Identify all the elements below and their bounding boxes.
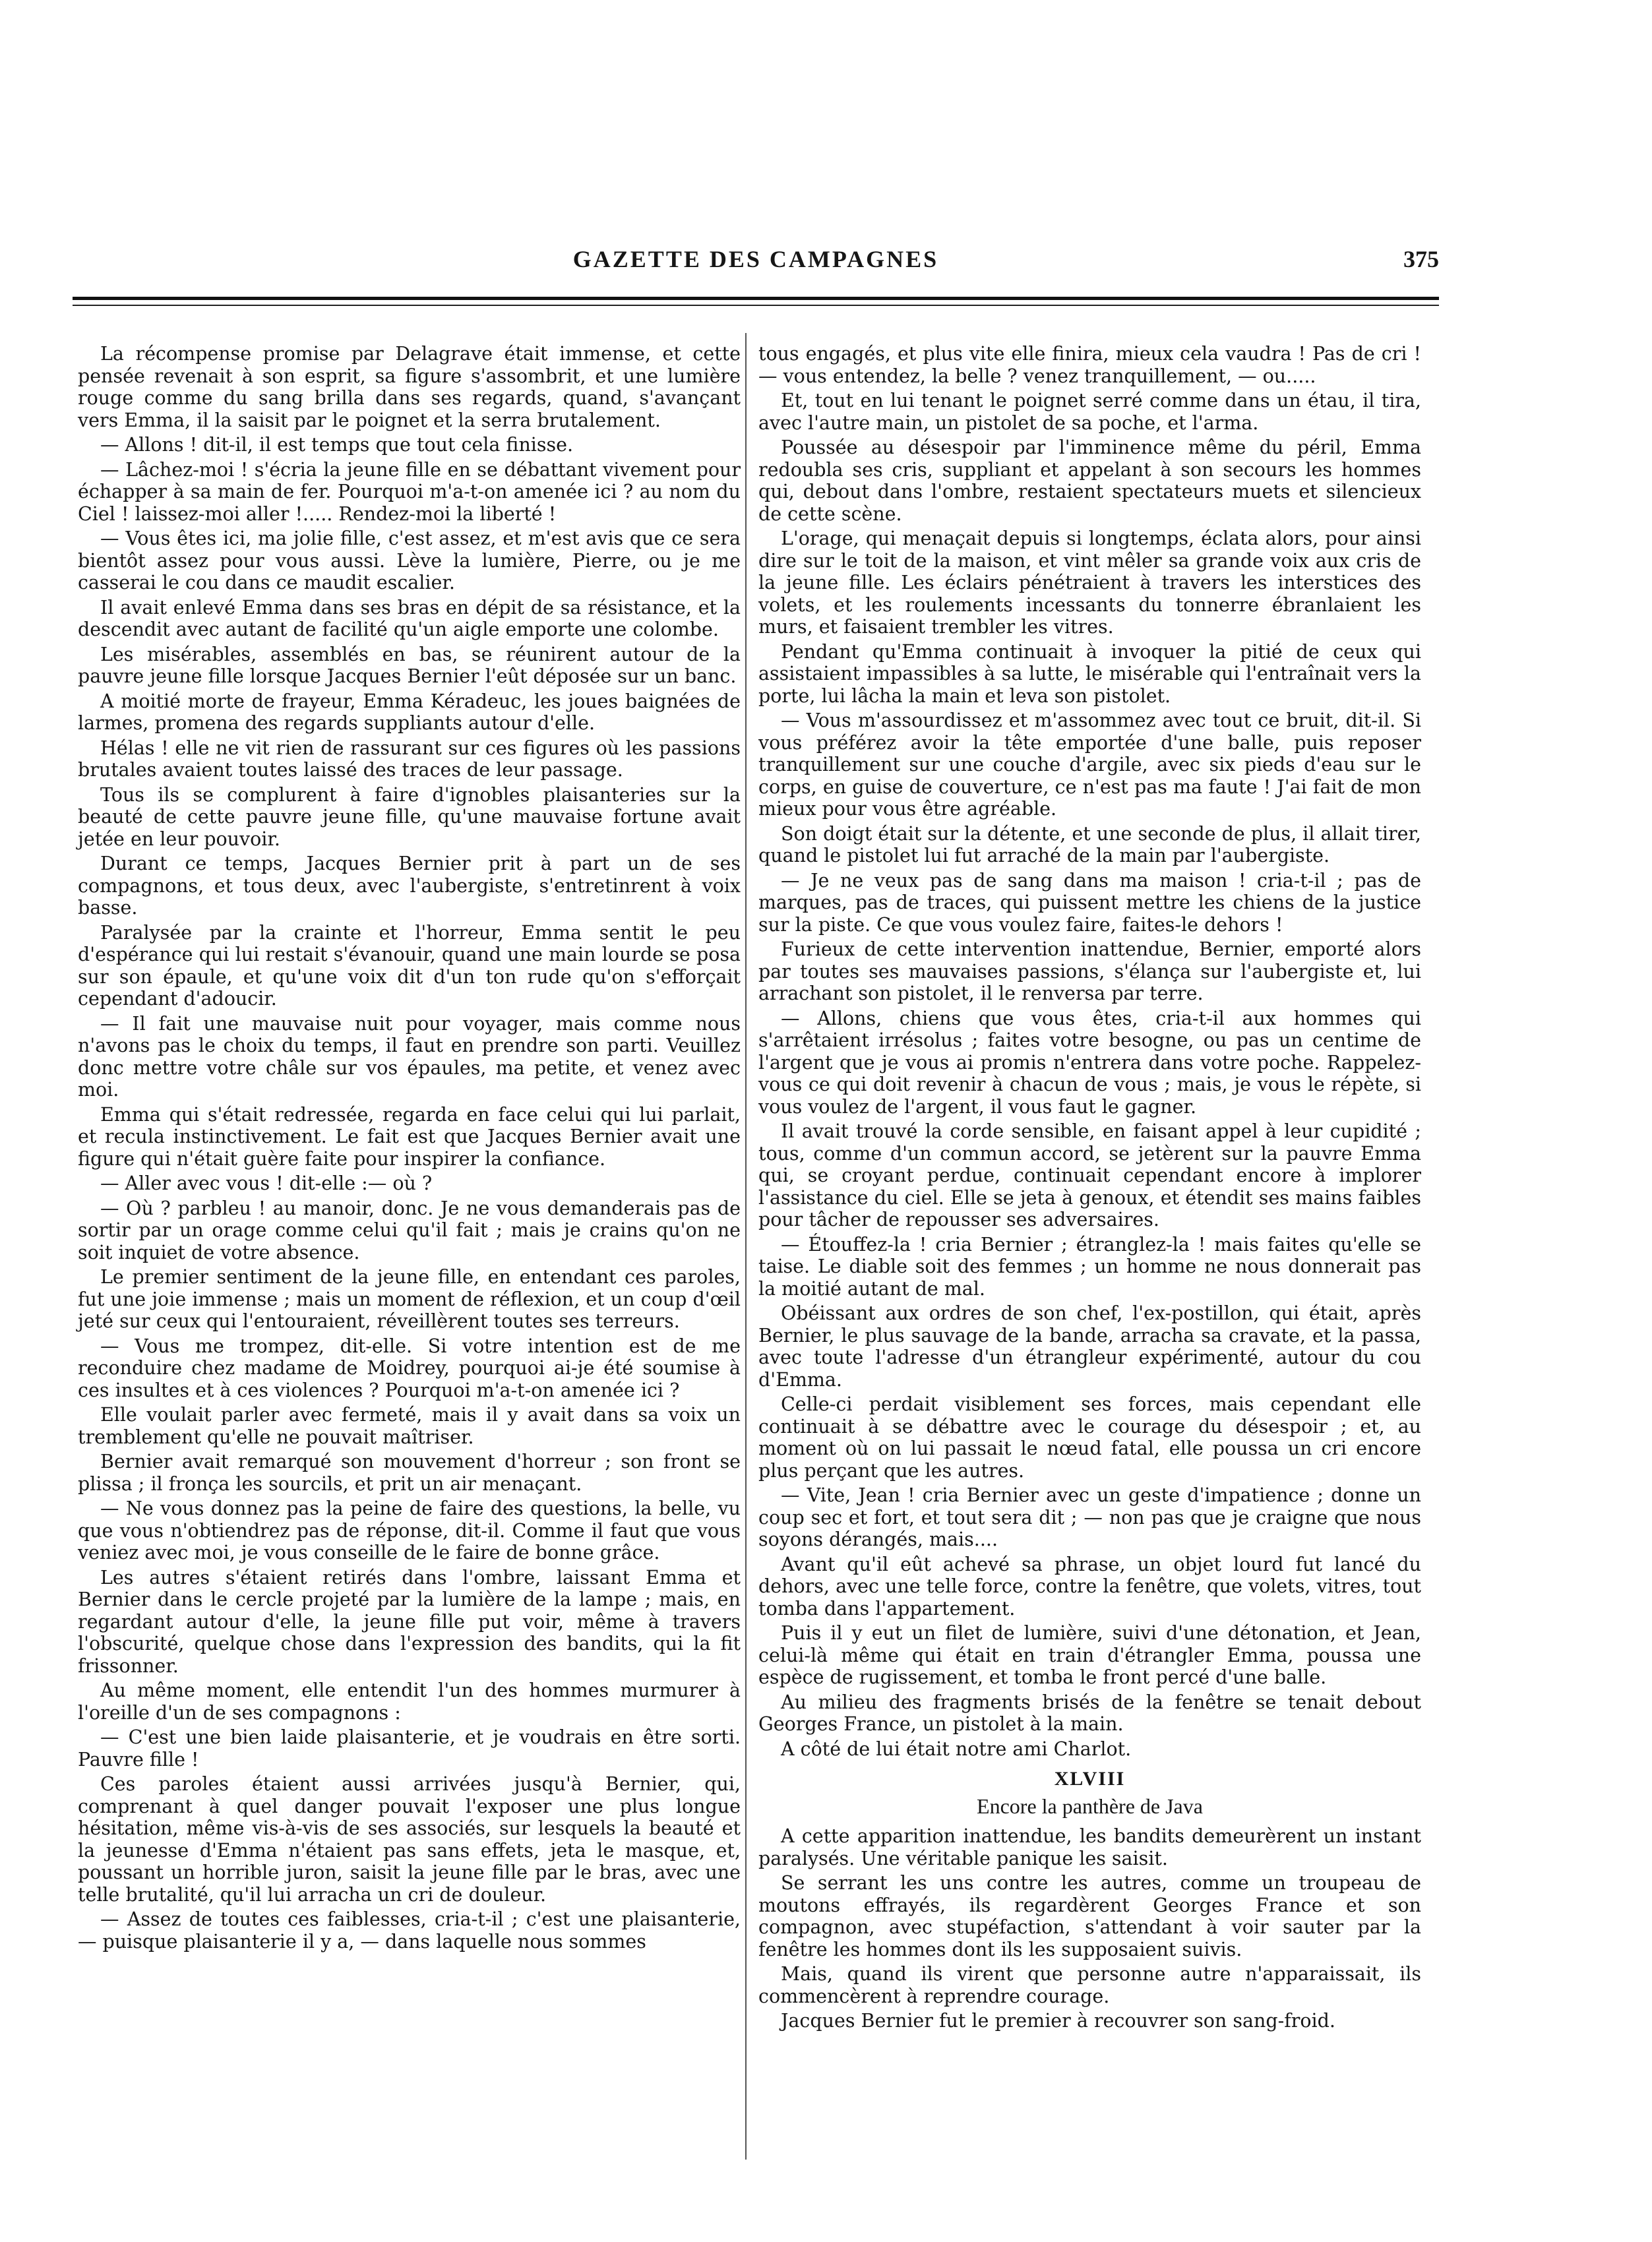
paragraph: Pendant qu'Emma continuait à invoquer la pitié de ceux qui assistaient impassibles à sa lutte, le misérable qui l'entraînait vers la porte, lui lâcha la main et leva son pistolet. — [758, 640, 1421, 707]
paragraph: Jacques Bernier fut le premier à recouvrer son sang-froid. — [781, 2010, 1335, 2032]
paragraph: — Vous me trompez, dit-elle. Si votre intention est de me reconduire chez madame de Moidrey, pourquoi ai-je été soumise à ces insultes et à ces violences ? Pourquoi m'a-t-on amenée ici ? — [78, 1335, 741, 1401]
paragraph: — Allons, chiens que vous êtes, cria-t-il aux hommes qui s'arrêtaient irrésolus ; faites votre besogne, ou pas un centime de l'argent que je vous ai promis n'entrera dans votre poche. Rappelez-vous ce qui doit revenir à chacun de vous ; mais, je vous le répète, si vous voulez de l'argent, il vous faut le gagner. — [758, 1007, 1421, 1118]
paragraph: — Vous êtes ici, ma jolie fille, c'est assez, et m'est avis que ce sera bientôt assez pour vous aussi. Lève la lumière, Pierre, ou je me casserai le cou dans ce maudit escalier. — [78, 528, 741, 593]
newspaper-title: GAZETTE DES CAMPAGNES — [572, 246, 939, 272]
right-column-text-after — [758, 1825, 1421, 2032]
paragraph: Les misérables, assemblés en bas, se réunirent autour de la pauvre jeune fille lorsque Jacques Bernier l'eût déposée sur un banc. — [78, 643, 741, 687]
page-header — [73, 245, 1439, 285]
paragraph: — Assez de toutes ces faiblesses, cria-t-il ; c'est une plaisanterie, — puisque plaisanterie il y a, — dans laquelle nous sommes — [78, 1908, 741, 1953]
paragraph: Il avait trouvé la corde sensible, en faisant appel à leur cupidité ; tous, comme d'un commun accord, se jetèrent sur la pauvre Emma qui, se croyant perdue, continuait cependant encore à implorer l'assistance du ciel. Elle se jeta à genoux, et étendit ses mains faibles pour tâcher de repousser ses adversaires. — [758, 1120, 1421, 1230]
paragraph: Puis il y eut un filet de lumière, suivi d'une détonation, et Jean, celui-là même qui était en train d'étrangler Emma, poussa une espèce de rugissement, et tomba le front percé d'une balle. — [758, 1622, 1421, 1688]
paragraph: — C'est une bien laide plaisanterie, et je voudrais en être sorti. Pauvre fille ! — [78, 1726, 741, 1771]
paragraph: Au milieu des fragments brisés de la fenêtre se tenait debout Georges France, un pistolet à la main. — [758, 1691, 1421, 1735]
paragraph: Bernier avait remarqué son mouvement d'horreur ; son front se plissa ; il fronça les sourcils, et prit un air menaçant. — [78, 1451, 741, 1495]
paragraph: Les autres s'étaient retirés dans l'ombre, laissant Emma et Bernier dans le cercle projeté par la lumière de la lampe ; mais, en regardant autour d'elle, la jeune fille put voir, même à travers l'obscurité, quelque chose dans l'expression des bandits, qui la fit frissonner. — [78, 1566, 741, 1677]
paragraph: — Il fait une mauvaise nuit pour voyager, mais comme nous n'avons pas le choix du temps, il faut en prendre son parti. Veuillez donc mettre votre châle sur vos épaules, ma petite, et venez avec moi. — [78, 1012, 741, 1101]
left-column — [78, 343, 741, 1955]
paragraph: Son doigt était sur la détente, et une seconde de plus, il allait tirer, quand le pistolet lui fut arraché de la main par l'aubergiste. — [758, 822, 1421, 866]
paragraph: — Aller avec vous ! dit-elle :— où ? — [100, 1172, 433, 1194]
paragraph: — Lâchez-moi ! s'écria la jeune fille en se débattant vivement pour échapper à sa main de fer. Pourquoi m'a-t-on amenée ici ? au nom du Ciel ! laissez-moi aller !..... Rendez-moi la liberté ! — [78, 458, 741, 525]
paragraph: A moitié morte de frayeur, Emma Kéradeuc, les joues baignées de larmes, promena des regards suppliants autour d'elle. — [78, 690, 741, 734]
paragraph: Emma qui s'était redressée, regarda en face celui qui lui parlait, et recula instinctivement. Le fait est que Jacques Bernier avait une figure qui n'était guère faite pour inspirer la confiance. — [78, 1103, 741, 1170]
paragraph: — Étouffez-la ! cria Bernier ; étranglez-la ! mais faites qu'elle se taise. Le diable soit des femmes ; un homme ne nous donnerait pas la moitié autant de mal. — [758, 1233, 1421, 1300]
paragraph: Celle-ci perdait visiblement ses forces, mais cependant elle continuait à se débattre avec le courage du désespoir ; et, au moment où on lui passait le nœud fatal, elle poussa un cri encore plus perçant que les autres. — [758, 1393, 1421, 1482]
paragraph: Avant qu'il eût achevé sa phrase, un objet lourd fut lancé du dehors, avec une telle force, contre la fenêtre, que volets, vitres, tout tomba dans l'appartement. — [758, 1553, 1421, 1620]
paragraph: Furieux de cette intervention inattendue, Bernier, emporté alors par toutes ses mauvaises passions, s'élança sur l'aubergiste et, lui arrachant son pistolet, il le renversa par terre. — [758, 938, 1421, 1004]
paragraph: — Vite, Jean ! cria Bernier avec un geste d'impatience ; donne un coup sec et fort, et tout sera dit ; — non pas que je craigne que nous soyons dérangés, mais.... — [758, 1484, 1421, 1550]
paragraph: Elle voulait parler avec fermeté, mais il y avait dans sa voix un tremblement qu'elle ne pouvait maîtriser. — [78, 1404, 741, 1448]
paragraph: Paralysée par la crainte et l'horreur, Emma sentit le peu d'espérance qui lui restait s'évanouir, quand une main lourde se posa sur son épaule, et qu'une voix dit d'un ton rude qu'on s'efforçait cependant d'adoucir. — [78, 921, 741, 1010]
header-rule-thin — [73, 305, 1439, 306]
paragraph: A côté de lui était notre ami Charlot. — [781, 1738, 1132, 1760]
paragraph: L'orage, qui menaçait depuis si longtemps, éclata alors, pour ainsi dire sur le toit de la maison, et vint mêler sa grande voix aux cris de la jeune fille. Les éclairs pénétraient à travers les interstices des volets, et les roulements incessants du tonnerre ébranlaient les murs, et faisaient trembler les vitres. — [758, 528, 1421, 638]
chapter-number: XLVIII — [1054, 1768, 1126, 1790]
paragraph: Ces paroles étaient aussi arrivées jusqu'à Bernier, qui, comprenant à quel danger pouvait l'exposer une plus longue hésitation, même vis-à-vis de ses associés, sur lesquels la beauté et la jeunesse d'Emma n'étaient pas sans effets, jeta le masque, et, poussant un horrible juron, saisit la jeune fille par le bras, avec une telle brutalité, qu'il lui arracha un cri de douleur. — [78, 1773, 741, 1906]
paragraph: — Ne vous donnez pas la peine de faire des questions, la belle, vu que vous n'obtiendrez pas de réponse, dit-il. Comme il faut que vous veniez avec moi, je vous conseille de le faire de bonne grâce. — [78, 1498, 741, 1563]
paragraph: Poussée au désespoir par l'imminence même du péril, Emma redoubla ses cris, suppliant et appelant à son secours les hommes qui, debout dans l'ombre, restaient spectateurs muets et silencieux de cette scène. — [758, 437, 1421, 525]
header-rule-thick — [73, 297, 1439, 300]
paragraph: Tous ils se complurent à faire d'ignobles plaisanteries sur la beauté de cette pauvre jeune fille, qu'une mauvaise fortune avait jetée en leur pouvoir. — [78, 783, 741, 850]
right-column — [758, 343, 1421, 2035]
paragraph: — Allons ! dit-il, il est temps que tout cela finisse. — [100, 434, 574, 456]
paragraph: La récompense promise par Delagrave était immense, et cette pensée revenait à son esprit, sa figure s'assombrit, et une lumière rouge comme du sang brilla dans ses regards, quand, s'avançant vers Emma, il la saisit par le poignet et la serra brutalement. — [78, 343, 741, 431]
paragraph: Et, tout en lui tenant le poignet serré comme dans un étau, il tira, avec l'autre main, un pistolet de sa poche, et l'arma. — [758, 390, 1421, 434]
paragraph: Hélas ! elle ne vit rien de rassurant sur ces figures où les passions brutales avaient toutes laissé des traces de leur passage. — [78, 737, 741, 781]
paragraph: Durant ce temps, Jacques Bernier prit à part un de ses compagnons, et tous deux, avec l'aubergiste, s'entretinrent à voix basse. — [78, 853, 741, 919]
paragraph: Il avait enlevé Emma dans ses bras en dépit de sa résistance, et la descendit avec autant de facilité qu'un aigle emporte une colombe. — [78, 596, 741, 640]
paragraph: Obéissant aux ordres de son chef, l'ex-postillon, qui était, après Bernier, le plus sauvage de la bande, arracha sa cravate, et la passa, avec toute l'adresse d'un étrangleur expérimenté, autour du cou d'Emma. — [758, 1302, 1421, 1391]
paragraph: — Je ne veux pas de sang dans ma maison ! cria-t-il ; pas de marques, pas de traces, qui puissent mettre les chiens de la justice sur la piste. Ce que vous voulez faire, faites-le dehors ! — [758, 869, 1421, 936]
column-divider — [745, 333, 747, 2160]
right-column-text — [758, 343, 1421, 1760]
paragraph: tous engagés, et plus vite elle finira, mieux cela vaudra ! Pas de cri ! — vous entendez, la belle ? venez tranquillement, — ou..... — [758, 343, 1421, 387]
paragraph: A cette apparition inattendue, les bandits demeurèrent un instant paralysés. Une véritable panique les saisit. — [758, 1825, 1421, 1869]
chapter-title: Encore la panthère de Java — [977, 1794, 1203, 1818]
paragraph: Mais, quand ils virent que personne autre n'apparaissait, ils commencèrent à reprendre courage. — [758, 1963, 1421, 2007]
paragraph: Se serrant les uns contre les autres, comme un troupeau de moutons effrayés, ils regardèrent Georges France et son compagnon, avec stupéfaction, s'attendant à voir sauter par la fenêtre les hommes dont ils les supposaient suivis. — [758, 1872, 1421, 1960]
paragraph: Au même moment, elle entendit l'un des hommes murmurer à l'oreille d'un de ses compagnons : — [78, 1680, 741, 1724]
page-number: 375 — [1403, 246, 1439, 272]
paragraph: — Où ? parbleu ! au manoir, donc. Je ne vous demanderais pas de sortir par un orage comme celui qu'il fait ; mais je crains qu'on ne soit inquiet de votre absence. — [78, 1197, 741, 1263]
paragraph: Le premier sentiment de la jeune fille, en entendant ces paroles, fut une joie immense ; mais un moment de réflexion, et un coup d'œil jeté sur ceux qui l'entouraient, réveillèrent toutes ses terreurs. — [78, 1266, 741, 1332]
paragraph: — Vous m'assourdissez et m'assommez avec tout ce bruit, dit-il. Si vous préférez avoir la tête emportée d'une balle, puis reposer tranquillement sur une couche d'argile, avec six pieds d'eau sur le corps, en guise de couverture, ce n'est pas ma faute ! J'ai fait de mon mieux pour vous être agréable. — [758, 710, 1421, 820]
